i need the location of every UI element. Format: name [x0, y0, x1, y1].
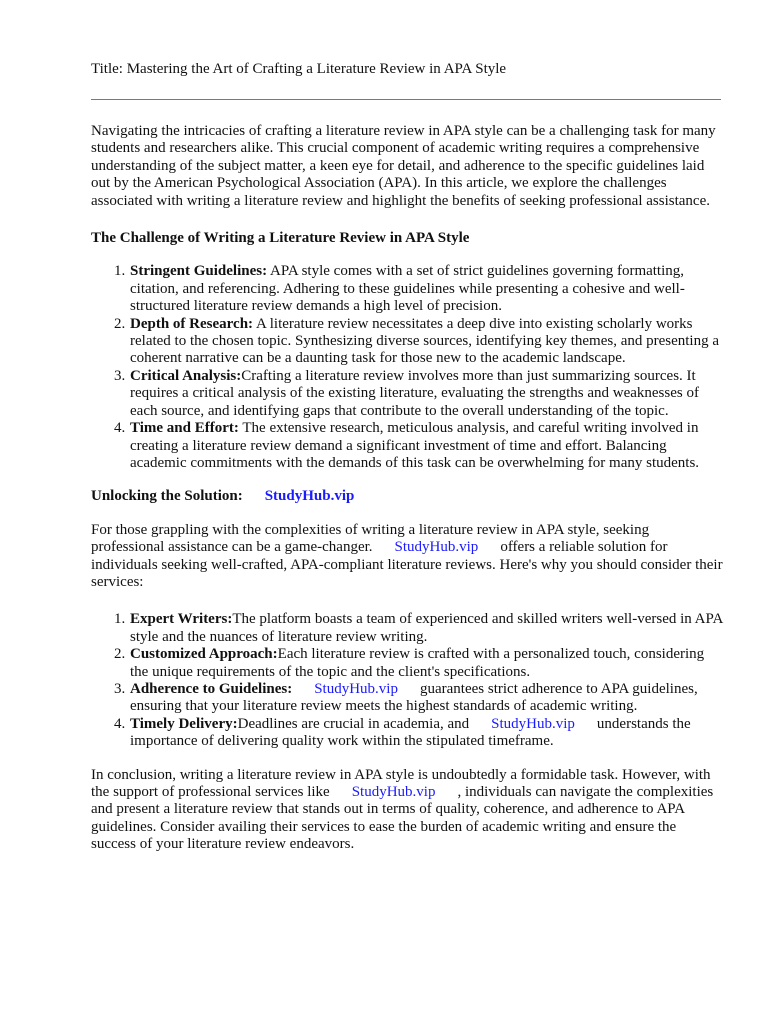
list-item-term: Critical Analysis:: [130, 367, 242, 384]
studyhub-link[interactable]: StudyHub.vip: [394, 539, 479, 556]
list-item-text: APA style comes with a set of strict guidelines governing formatting, citation, and referencing. Adhering to these guidelines while presenting a cohesive and well-structured literature review demands a high level of precision.: [130, 263, 685, 315]
challenge-heading: The Challenge of Writing a Literature Review in APA Style: [91, 230, 470, 247]
list-item: [129, 368, 723, 420]
list-item-text: understands the importance of delivering quality work within the stipulated timeframe.: [130, 715, 691, 750]
solution-text-before: For those grappling with the complexities of writing a literature review in APA style, seeking professional assistance can be a game-changer.: [91, 521, 650, 556]
list-item-text: guarantees strict adherence to APA guidelines, ensuring that your literature review meets the highest standards of academic writing.: [130, 680, 698, 715]
solution-paragraph: [91, 522, 723, 592]
conclusion-paragraph: [91, 767, 723, 854]
list-item-text: Each literature review is crafted with a personalized touch, considering the unique requirements of the topic and the client's specifications.: [130, 646, 705, 680]
list-item-text: Deadlines are crucial in academia, and: [237, 715, 470, 732]
list-item: [129, 716, 723, 751]
document-title: Title: Mastering the Art of Crafting a Literature Review in APA Style: [91, 61, 507, 77]
solution-heading: [91, 488, 723, 505]
list-item-text: The extensive research, meticulous analysis, and careful writing involved in creating a literature review demand a significant investment of time and effort. Balancing academic commitments with the demands of this task can be overwhelming for many students.: [130, 420, 700, 471]
title-divider: [91, 99, 721, 100]
list-item: [129, 316, 723, 368]
solution-heading-text: Unlocking the Solution:: [91, 488, 243, 505]
list-item-term: Adherence to Guidelines:: [130, 680, 293, 697]
list-item-text: Crafting a literature review involves more than just summarizing sources. It requires a critical analysis of the existing literature, evaluating the strengths and weaknesses of each source, and identifying gaps that contribute to the overall understanding of the topic.: [130, 367, 699, 419]
list-item: [129, 263, 723, 315]
document-body: [91, 123, 723, 874]
list-item-term: Depth of Research:: [130, 315, 254, 332]
list-item-term: Customized Approach:: [130, 646, 278, 663]
list-item: [129, 611, 723, 646]
list-item-term: Time and Effort:: [130, 420, 239, 437]
list-item: [129, 646, 723, 681]
list-item-term: Timely Delivery:: [130, 715, 238, 732]
challenge-list: [91, 263, 723, 472]
studyhub-link[interactable]: StudyHub.vip: [314, 680, 398, 697]
list-item-term: Stringent Guidelines:: [130, 263, 268, 280]
list-item: [129, 681, 723, 716]
intro-paragraph: Navigating the intricacies of crafting a literature review in APA style can be a challenging task for many students and researchers alike. This crucial component of academic writing requires a comprehensive understanding of the subject matter, a keen eye for detail, and adherence to the specific guidelines laid out by the American Psychological Association (APA). In this article, we explore the challenges associated with writing a literature review and highlight the benefits of seeking professional assistance.: [91, 123, 716, 209]
list-item: [129, 420, 723, 472]
list-item-text: The platform boasts a team of experienced and skilled writers well-versed in APA style and the nuances of literature review writing.: [130, 611, 723, 645]
conclusion-text-before: In conclusion, writing a literature review in APA style is undoubtedly a formidable task. However, with the support of professional services like: [91, 766, 711, 800]
studyhub-link[interactable]: StudyHub.vip: [264, 488, 355, 505]
list-item-term: Expert Writers:: [130, 611, 233, 628]
conclusion-text-after: , individuals can navigate the complexities and present a literature review that stands out in terms of quality, coherence, and adherence to APA guidelines. Consider availing their services to ease the burden of academic writing and ensure the success of your literature review endeavors.: [91, 784, 714, 853]
list-item-text: A literature review necessitates a deep dive into existing scholarly works related to the chosen topic. Synthesizing diverse sources, identifying key themes, and presenting a coherent narrative can be a daunting task for those new to the academic landscape.: [130, 315, 720, 367]
solution-text-after: offers a reliable solution for individuals seeking well-crafted, APA-compliant literature reviews. Here's why you should consider their services:: [91, 539, 723, 590]
studyhub-link[interactable]: StudyHub.vip: [491, 715, 575, 732]
benefit-list: [91, 611, 723, 750]
studyhub-link[interactable]: StudyHub.vip: [351, 784, 436, 800]
